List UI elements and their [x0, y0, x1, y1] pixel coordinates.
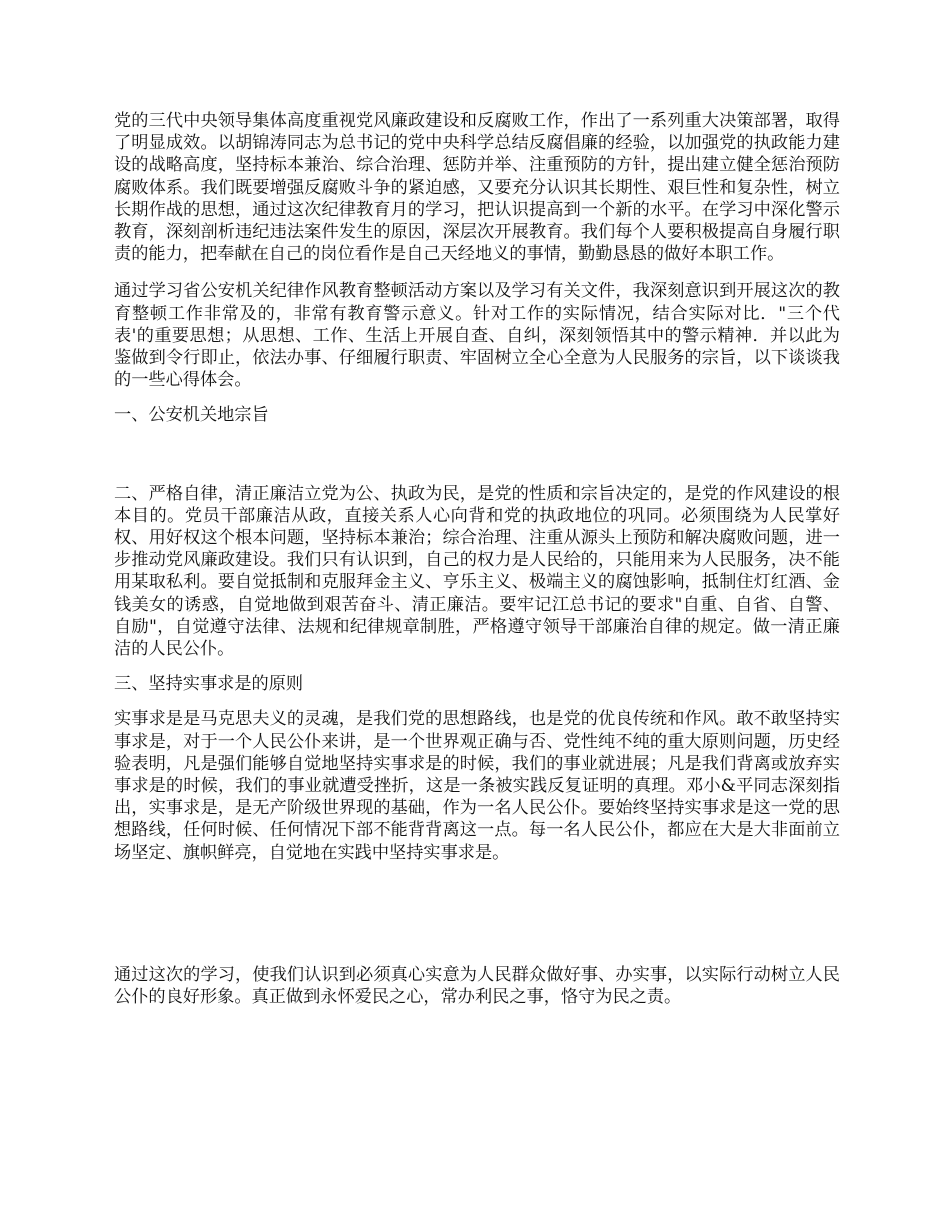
spacer: [114, 391, 840, 404]
paragraph-section-3: 实事求是是马克思夫义的灵魂，是我们党的思想路线，也是党的优良传统和作风。敢不敢坚持实事求是，对于一个人民公仆来讲，是一个世界观正确与否、党性纯不纯的重大原则问题，历史经验表明，凡是强们能够自觉地坚持实事求是的时候，我们的事业就进展；凡是我们背离或放弃实事求是的时候，我们的事业就遭受挫折，这是一条被实践反复证明的真理。邓小&平同志深刻指出，实事求是，是无产阶级世界现的基础，作为一名人民公仆。要始终坚持实事求是这一党的思想路线，任何时候、任何情况下部不能背背离这一点。每一名人民公仆，都应在大是大非面前立场坚定、旗帜鲜亮，自觉地在实践中坚持实事求是。: [114, 709, 840, 863]
section-heading-3: 三、坚持实事求是的原则: [114, 674, 304, 695]
spacer: [114, 695, 840, 708]
spacer: [114, 265, 840, 280]
section-heading-1: 一、公安机关地宗旨: [114, 405, 269, 426]
paragraph-section-2: 二、严格自律，清正廉洁立党为公、执政为民，是党的性质和宗旨决定的，是党的作风建设的根本目的。党员干部廉洁从政，直接关系人心向背和党的执政地位的巩同。必须围绕为人民掌好权、用好权这个根本问题，坚持标本兼治；综合治理、注重从源头上预防和解决腐败问题，进一步推动党风廉政建设。我们只有认识到，自己的权力是人民给的，只能用来为人民服务，决不能用某取私利。要自觉抵制和克服拜金主义、亨乐主义、极端主义的腐蚀影响，抵制住灯红酒、金钱美女的诱惑，自觉地做到艰苦奋斗、清正廉洁。要牢记江总书记的要求"自重、自省、自警、自励"，自觉遵守法律、法规和纪律规章制胜，严格遵守领导干部廉治自律的规定。做一清正廉洁的人民公仆。: [114, 483, 840, 660]
paragraph-intro: 党的三代中央领导集体高度重视党风廉政建设和反腐败工作，作出了一系列重大决策部署，取得了明显成效。以胡锦涛同志为总书记的党中央科学总结反腐倡廉的经验，以加强党的执政能力建设的战略高度，坚持标本兼治、综合治理、惩防并举、注重预防的方针，提出建立健全惩治预防腐败体系。我们既要增强反腐败斗争的紧迫感，又要充分认识其长期性、艰巨性和复杂性，树立长期作战的思想，通过这次纪律教育月的学习，把认识提高到一个新的水平。在学习中深化警示教育，深刻剖析违纪违法案件发生的原因，深层次开展教育。我们每个人要积极提高自身履行职责的能力，把奉献在自己的岗位看作是自己天经地义的事情，勤勤恳恳的做好本职工作。: [114, 111, 840, 265]
document-body: [114, 110, 840, 1008]
paragraph-study: 通过学习省公安机关纪律作风教育整顿活动方案以及学习有关文件，我深刻意识到开展这次的教育整顿工作非常及的，非常有教育警示意义。针对工作的实际情况，结合实际对比．"三个代表'的重要思想；从思想、工作、生活上开展自查、自纠，深刻领悟其中的警示精神．并以此为鉴做到令行即止，依法办事、仔细履行职责、牢固树立全心全意为人民服务的宗旨，以下谈谈我的一些心得体会。: [114, 281, 840, 391]
paragraph-conclusion: 通过这次的学习，使我们认识到必须真心实意为人民群众做好事、办实事，以实际行动树立人民公仆的良好形象。真正做到永怀爱民之心，常办利民之事，恪守为民之责。: [114, 964, 840, 1008]
spacer: [114, 660, 840, 673]
spacer: [114, 864, 840, 964]
spacer: [114, 427, 840, 483]
